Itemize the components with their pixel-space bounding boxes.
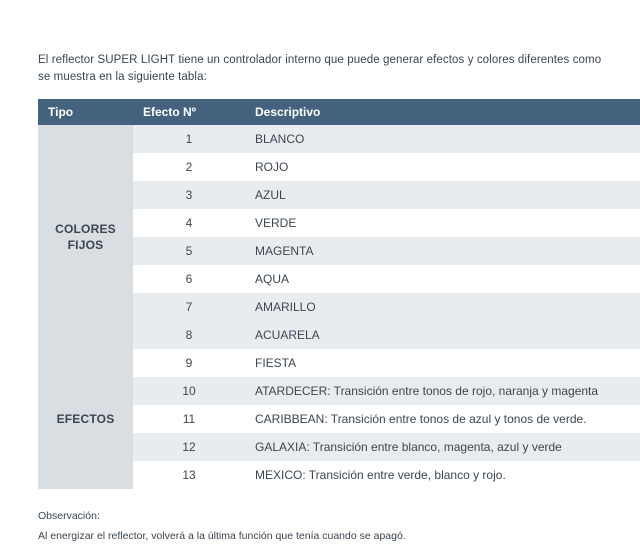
effect-number: 7 [133,293,245,321]
table-body [38,125,640,489]
effect-number: 12 [133,433,245,461]
effect-description: AMARILLO [245,293,640,321]
effects-table [38,99,640,489]
effect-description: AQUA [245,265,640,293]
table-row [38,125,640,153]
effect-number: 11 [133,405,245,433]
effect-description: MEXICO: Transición entre verde, blanco y rojo. [245,461,640,489]
effect-description: BLANCO [245,125,640,153]
effect-number: 8 [133,321,245,349]
effect-description: ATARDECER: Transición entre tonos de rojo, naranja y magenta [245,377,640,405]
effect-description: AZUL [245,181,640,209]
effect-description: CARIBBEAN: Transición entre tonos de azul y tonos de verde. [245,405,640,433]
effect-description: VERDE [245,209,640,237]
effect-description: GALAXIA: Transición entre blanco, magenta, azul y verde [245,433,640,461]
column-header-efecto: Efecto Nº [133,99,245,125]
effect-number: 13 [133,461,245,489]
observation-title: Observación: [38,510,100,523]
intro-paragraph: El reflector SUPER LIGHT tiene un controlador interno que puede generar efectos y colores diferentes como se muestra en la siguiente tabla: [38,54,602,83]
effect-number: 10 [133,377,245,405]
effect-number: 5 [133,237,245,265]
table-header-row [38,99,640,125]
observation-block [38,507,605,547]
column-header-tipo: Tipo [38,99,133,125]
effect-description: FIESTA [245,349,640,377]
observation-text: Al energizar el reflector, volverá a la última función que tenía cuando se apagó. [38,530,406,543]
effect-number: 4 [133,209,245,237]
effect-number: 1 [133,125,245,153]
effect-description: ROJO [245,153,640,181]
group-label-colores-fijos: COLORES FIJOS [38,125,133,349]
effect-number: 3 [133,181,245,209]
column-header-descriptivo: Descriptivo [245,99,640,125]
effect-number: 9 [133,349,245,377]
table-header [38,99,640,125]
group-label-efectos: EFECTOS [38,349,133,489]
effect-description: MAGENTA [245,237,640,265]
effect-description: ACUARELA [245,321,640,349]
table-row [38,349,640,377]
effect-number: 2 [133,153,245,181]
effect-number: 6 [133,265,245,293]
